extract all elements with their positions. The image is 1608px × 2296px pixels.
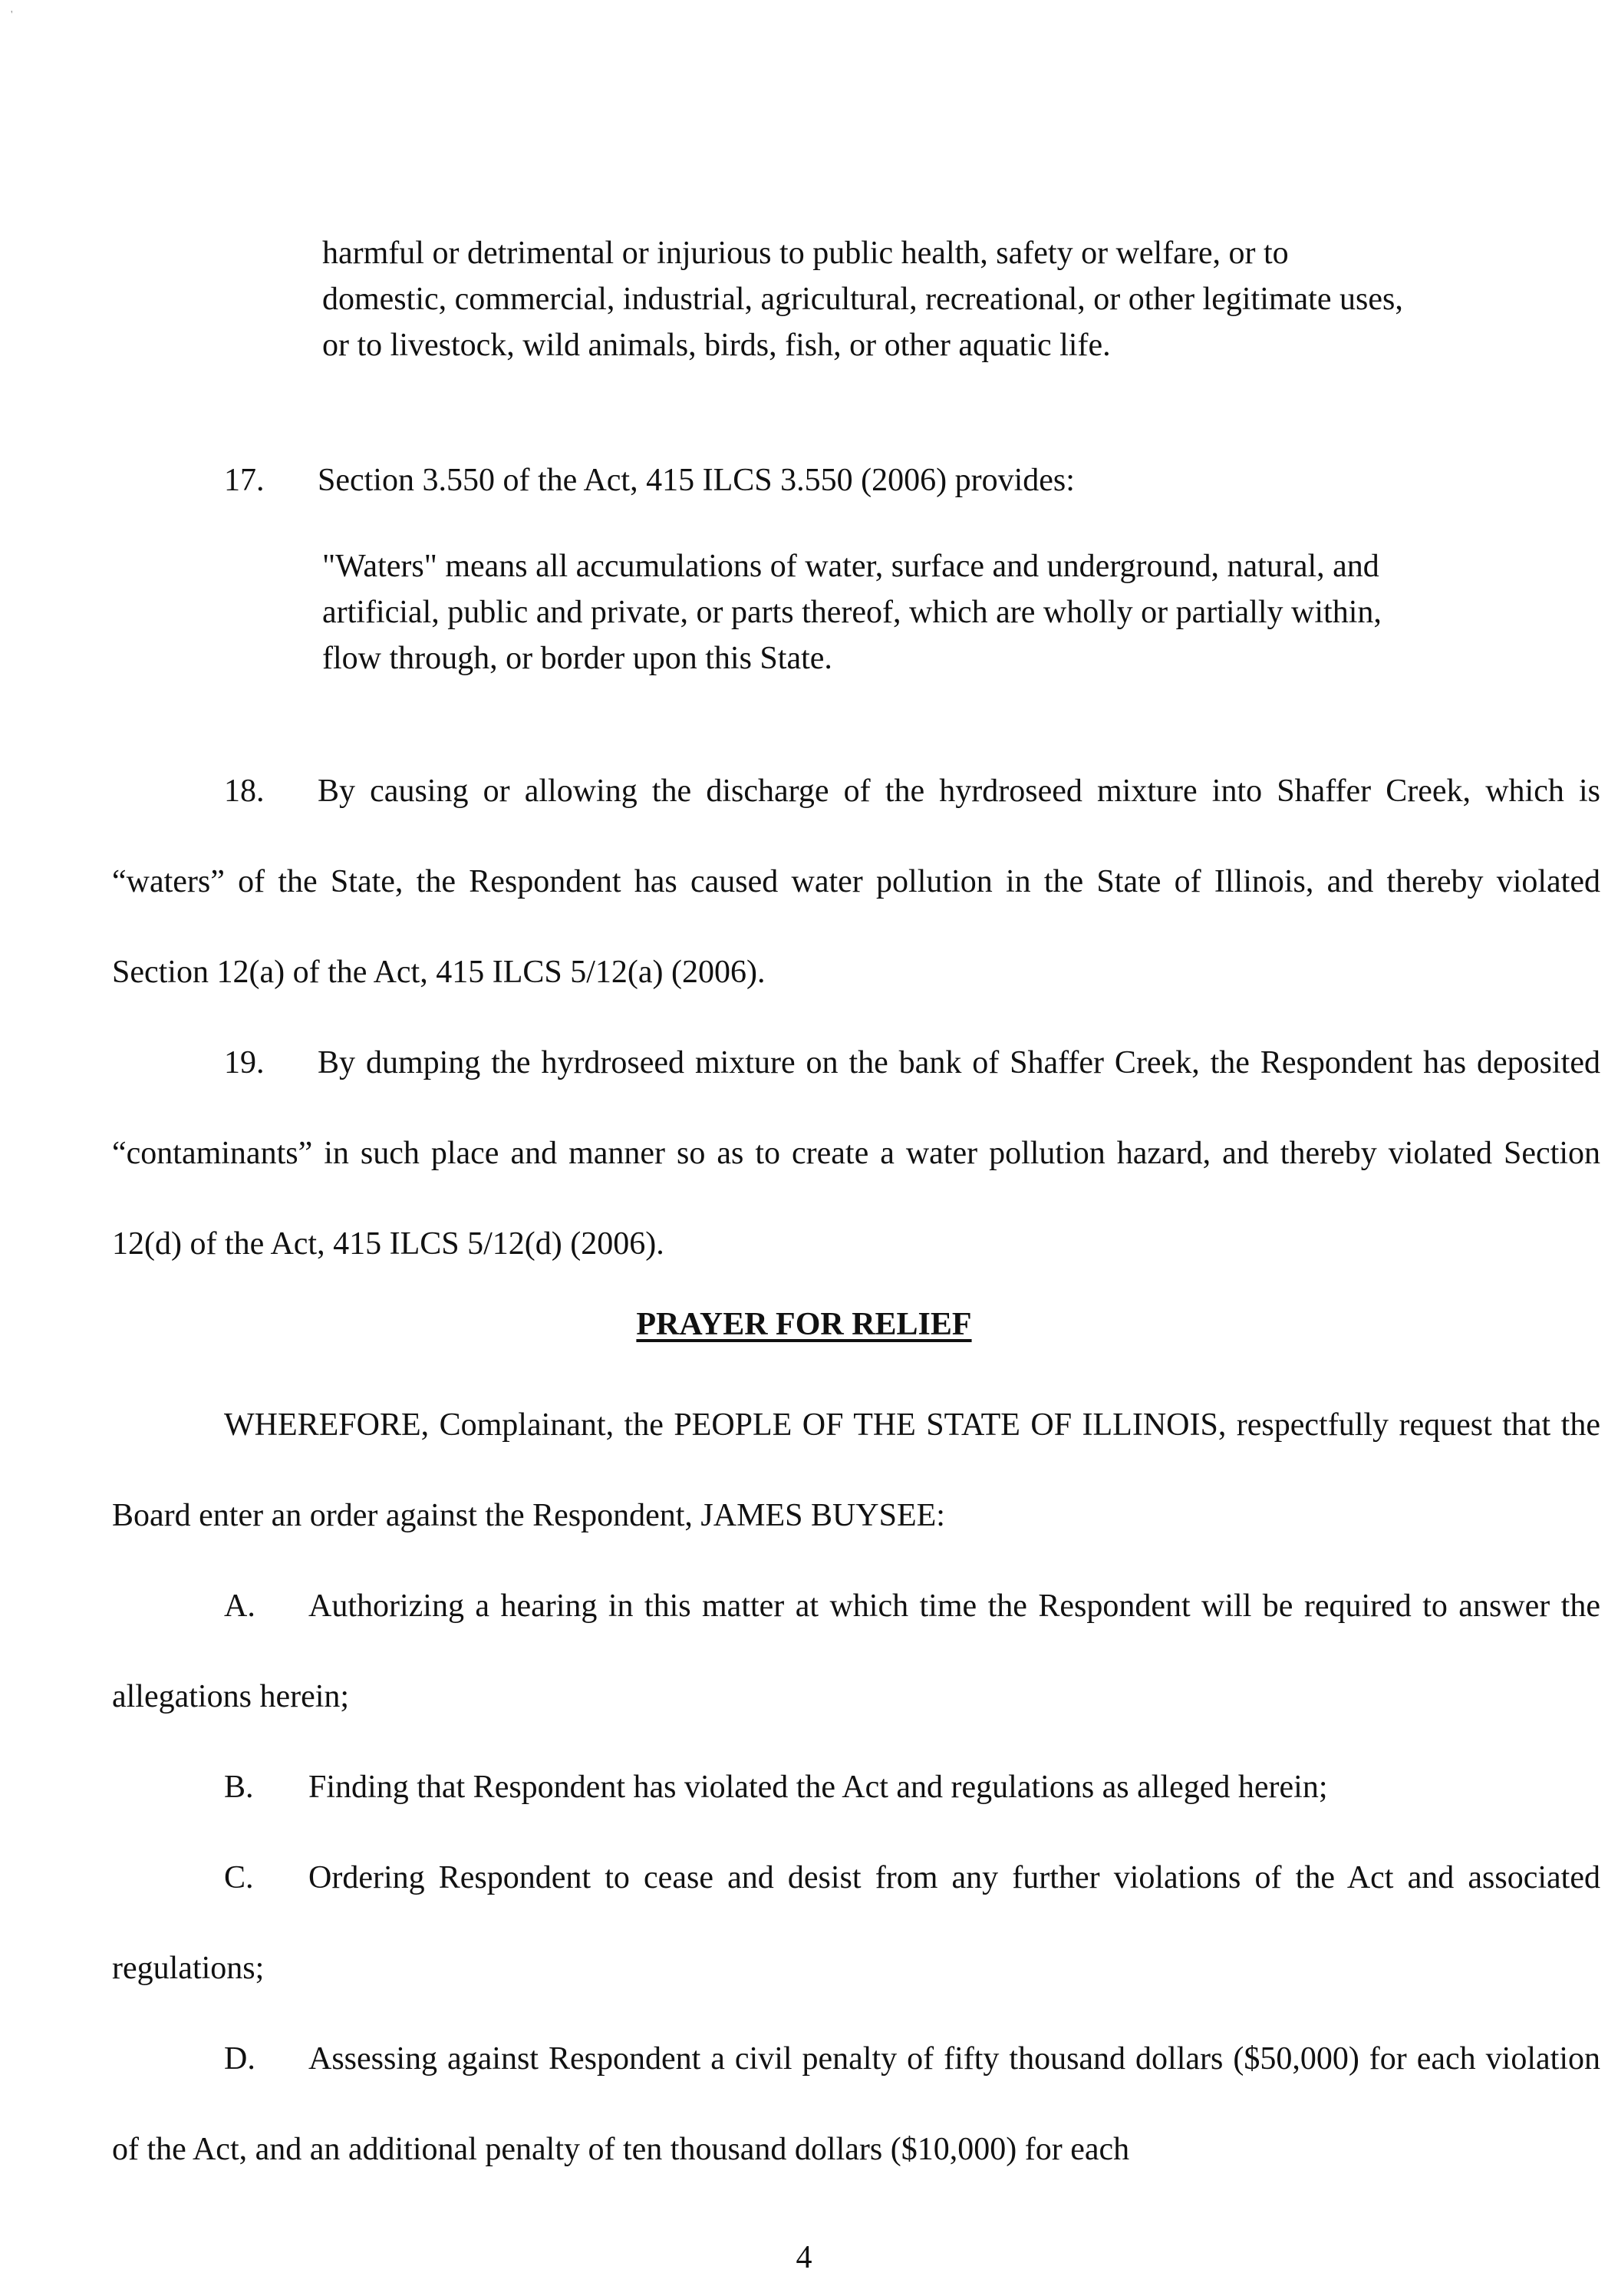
- relief-item-d: [112, 2014, 1600, 2195]
- paragraph-18-number: 18.: [224, 774, 265, 809]
- paragraph-18: [112, 746, 1600, 1018]
- relief-item-c-letter: C.: [224, 1860, 254, 1895]
- relief-item-b-letter: B.: [224, 1770, 254, 1805]
- relief-item-d-text: Assessing against Respondent a civil penalty of fifty thousand dollars ($50,000) for each violation of the Act, and an additional penalty of ten thousand dollars ($10,000) for each: [112, 2041, 1600, 2167]
- wherefore-paragraph: [112, 1380, 1600, 1561]
- section-heading: PRAYER FOR RELIEF: [636, 1307, 972, 1342]
- scan-mark: ': [11, 9, 13, 21]
- paragraph-19-text: By dumping the hyrdroseed mixture on the bank of Shaffer Creek, the Respondent has deposited “contaminants” in such place and manner so as to create a water pollution hazard, and thereby violated Section 12(d) of the Act, 415 ILCS 5/12(d) (2006).: [112, 1045, 1600, 1262]
- relief-item-a: [112, 1561, 1600, 1742]
- relief-item-a-letter: A.: [224, 1588, 255, 1624]
- relief-item-c-text: Ordering Respondent to cease and desist from any further violations of the Act and associated regulations;: [112, 1860, 1600, 1986]
- paragraph-17: [112, 457, 1600, 503]
- wherefore-text: WHEREFORE, Complainant, the PEOPLE OF THE STATE OF ILLINOIS, respectfully request that the Board enter an order against the Respondent, JAMES BUYSEE:: [112, 1407, 1600, 1533]
- quoted-definition-waters: "Waters" means all accumulations of water, surface and underground, natural, and artificial, public and private, or parts thereof, which are wholly or partially within, flow through, or border upon this State.: [322, 549, 1382, 676]
- paragraph-19-number: 19.: [224, 1045, 265, 1080]
- relief-item-d-letter: D.: [224, 2041, 255, 2077]
- relief-item-b: [112, 1742, 1600, 1833]
- quoted-definition-continuation: harmful or detrimental or injurious to public health, safety or welfare, or to domestic, commercial, industrial, agricultural, recreational, or other legitimate uses, or to livestock, wild animals, birds, fish, or other aquatic life.: [322, 236, 1403, 363]
- paragraph-18-text: By causing or allowing the discharge of the hyrdroseed mixture into Shaffer Creek, which is “waters” of the State, the Respondent has caused water pollution in the State of Illinois, and thereby violated Section 12(a) of the Act, 415 ILCS 5/12(a) (2006).: [112, 774, 1600, 990]
- paragraph-17-number: 17.: [224, 463, 265, 498]
- page-number: 4: [796, 2240, 812, 2275]
- relief-item-b-text: Finding that Respondent has violated the Act and regulations as alleged herein;: [308, 1770, 1328, 1805]
- relief-item-a-text: Authorizing a hearing in this matter at which time the Respondent will be required to answer the allegations herein;: [112, 1588, 1600, 1714]
- relief-item-c: [112, 1833, 1600, 2014]
- paragraph-17-text: Section 3.550 of the Act, 415 ILCS 3.550 (2006) provides:: [318, 463, 1075, 498]
- paragraph-19: [112, 1018, 1600, 1289]
